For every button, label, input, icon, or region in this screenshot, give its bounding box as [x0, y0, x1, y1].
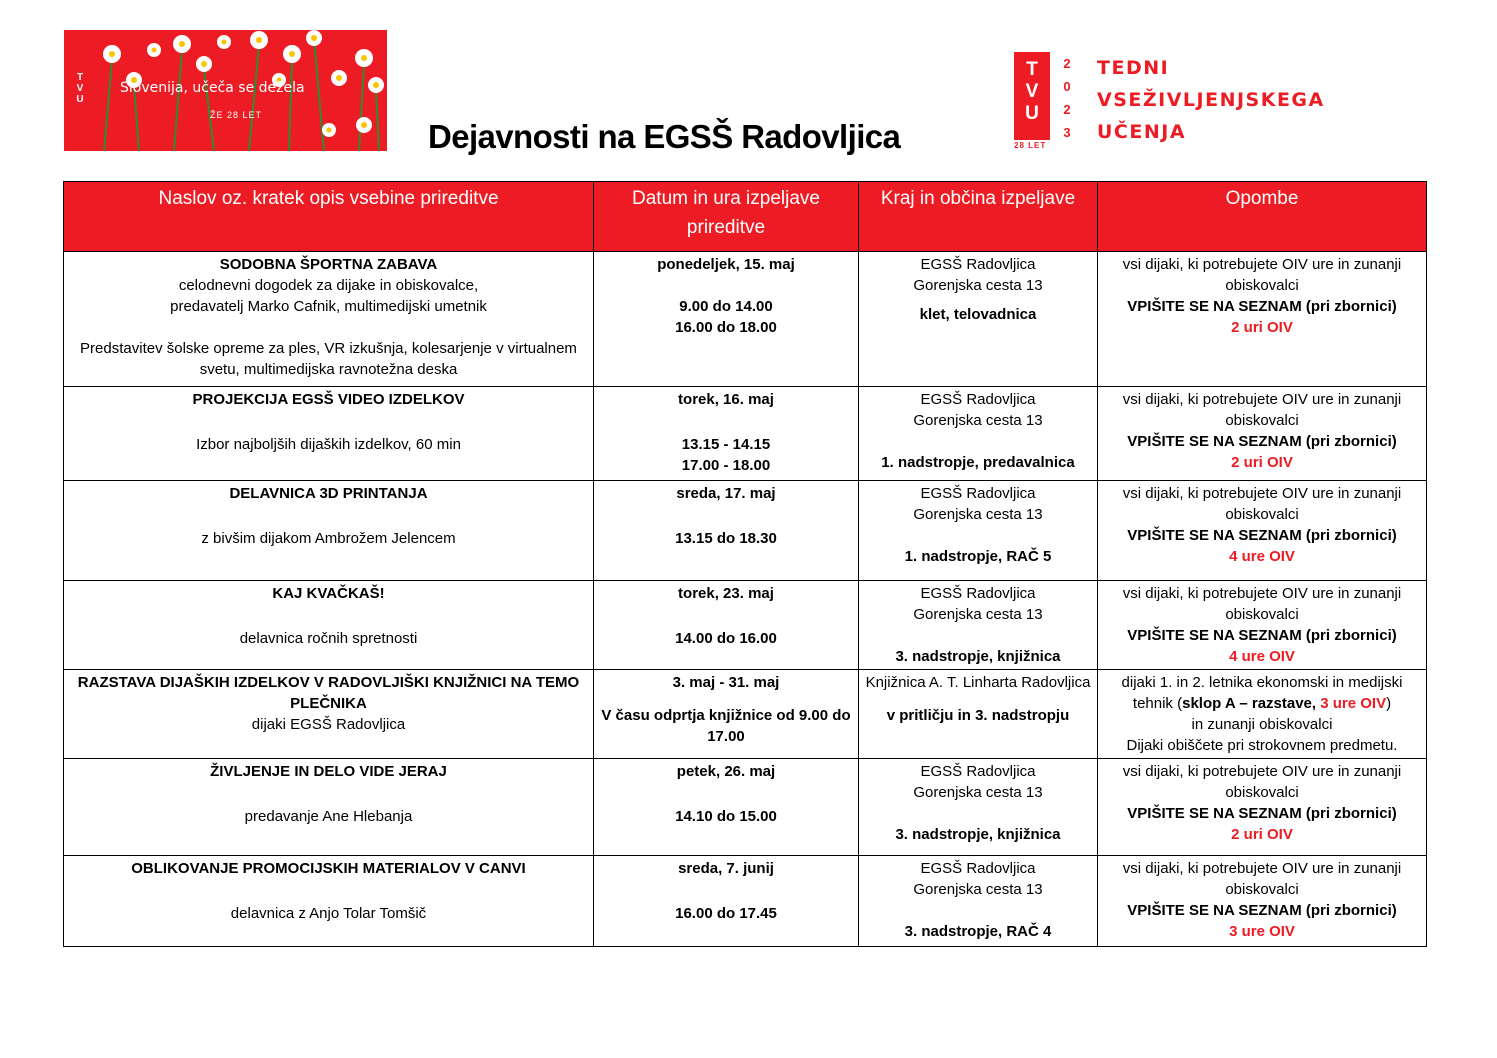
event-notes — [1098, 481, 1427, 581]
place-name: EGSŠ Radovljica — [920, 485, 1036, 502]
note-hours: 2 uri OIV — [1231, 319, 1293, 336]
event-desc: delavnica ročnih spretnosti — [239, 630, 418, 647]
event-time: 14.10 do 15.00 — [675, 808, 777, 825]
event-time: 16.00 do 17.45 — [675, 905, 777, 922]
event-day: petek, 26. maj — [676, 763, 776, 780]
event-notes — [1098, 856, 1427, 947]
table-row — [64, 670, 1427, 759]
note-hours: 4 ure OIV — [1229, 648, 1295, 665]
event-desc: celodnevni dogodek za dijake in obiskovalce, — [178, 277, 479, 294]
event-day: torek, 23. maj — [678, 585, 774, 602]
place-name: EGSŠ Radovljica — [920, 391, 1036, 408]
event-datetime — [594, 759, 859, 856]
place-name: EGSŠ Radovljica — [920, 763, 1036, 780]
event-place — [859, 481, 1098, 581]
place-address: Gorenjska cesta 13 — [913, 606, 1043, 623]
note-audience: vsi dijaki, ki potrebujete OIV ure in zunanji obiskovalci — [1122, 485, 1402, 523]
event-notes — [1098, 252, 1427, 387]
place-address: Gorenjska cesta 13 — [913, 412, 1043, 429]
place-address: Gorenjska cesta 13 — [913, 881, 1043, 898]
note-hours: 2 uri OIV — [1231, 826, 1293, 843]
event-notes — [1098, 670, 1427, 759]
event-time: 9.00 do 14.00 — [679, 298, 773, 315]
banner-tagline: Slovenija, učeča se dežela — [120, 80, 305, 96]
place-name: EGSŠ Radovljica — [920, 256, 1036, 273]
event-notes — [1098, 387, 1427, 481]
table-row — [64, 252, 1427, 387]
note-audience: vsi dijaki, ki potrebujete OIV ure in zunanji obiskovalci — [1122, 763, 1402, 801]
note-signup: VPIŠITE SE NA SEZNAM (pri zbornici) — [1127, 527, 1397, 544]
header-date: Datum in ura izpeljave prireditve — [594, 182, 859, 252]
event-desc: dijaki EGSŠ Radovljica — [251, 716, 406, 733]
event-time: 16.00 do 18.00 — [675, 319, 777, 336]
table-row — [64, 759, 1427, 856]
table-header-row — [64, 182, 1427, 252]
event-day: ponedeljek, 15. maj — [657, 256, 795, 273]
place-room: v pritličju in 3. nadstropju — [886, 707, 1070, 724]
event-description — [64, 759, 594, 856]
events-table — [63, 181, 1427, 947]
event-datetime — [594, 856, 859, 947]
event-datetime — [594, 581, 859, 670]
place-room: 3. nadstropje, knjižnica — [895, 826, 1061, 843]
event-day: sreda, 17. maj — [676, 485, 776, 502]
banner-image — [64, 30, 387, 151]
note-hours: 2 uri OIV — [1231, 454, 1293, 471]
event-title: PROJEKCIJA EGSŠ VIDEO IZDELKOV — [192, 391, 465, 408]
tvu-sub: 28 LET — [1014, 141, 1047, 150]
event-title: RAZSTAVA DIJAŠKIH IZDELKOV V RADOVLJIŠKI KNJIŽNICI NA TEMO PLEČNIKA — [77, 674, 580, 712]
event-time: 17.00 - 18.00 — [681, 457, 771, 474]
event-datetime — [594, 387, 859, 481]
note-audience-extra: in zunanji obiskovalci — [1191, 716, 1333, 733]
place-name: EGSŠ Radovljica — [920, 860, 1036, 877]
event-description — [64, 481, 594, 581]
event-place — [859, 759, 1098, 856]
banner-tvu-letters: T V U — [76, 72, 84, 105]
note-signup: VPIŠITE SE NA SEZNAM (pri zbornici) — [1127, 433, 1397, 450]
event-description — [64, 581, 594, 670]
table-row — [64, 856, 1427, 947]
place-address: Gorenjska cesta 13 — [913, 784, 1043, 801]
event-place — [859, 387, 1098, 481]
note-signup: VPIŠITE SE NA SEZNAM (pri zbornici) — [1127, 298, 1397, 315]
table-row — [64, 481, 1427, 581]
event-desc: z bivšim dijakom Ambrožem Jelencem — [201, 530, 456, 547]
place-address: Gorenjska cesta 13 — [913, 506, 1043, 523]
note-audience: vsi dijaki, ki potrebujete OIV ure in zunanji obiskovalci — [1122, 256, 1402, 294]
note-signup: VPIŠITE SE NA SEZNAM (pri zbornici) — [1127, 805, 1397, 822]
event-datetime — [594, 481, 859, 581]
event-day: torek, 16. maj — [678, 391, 774, 408]
event-time: V času odprtja knjižnice od 9.00 do 17.00 — [601, 707, 851, 745]
table-row — [64, 387, 1427, 481]
note-signup: VPIŠITE SE NA SEZNAM (pri zbornici) — [1127, 902, 1397, 919]
event-place — [859, 252, 1098, 387]
event-day: 3. maj - 31. maj — [672, 674, 780, 691]
header-place: Kraj in občina izpeljave — [859, 182, 1098, 252]
page-title: Dejavnosti na EGSŠ Radovljica — [428, 118, 901, 155]
event-time: 13.15 - 14.15 — [681, 436, 771, 453]
event-datetime — [594, 252, 859, 387]
header-notes: Opombe — [1098, 182, 1427, 252]
tvu-wordmark: TEDNI VSEŽIVLJENJSKEGA UČENJA — [1097, 57, 1325, 143]
note-hours: 3 ure OIV — [1229, 923, 1295, 940]
event-place — [859, 670, 1098, 759]
event-notes — [1098, 759, 1427, 856]
event-title: OBLIKOVANJE PROMOCIJSKIH MATERIALOV V CANVI — [131, 860, 526, 877]
event-description — [64, 387, 594, 481]
place-room: 1. nadstropje, RAČ 5 — [904, 548, 1052, 565]
note-signup: VPIŠITE SE NA SEZNAM (pri zbornici) — [1127, 627, 1397, 644]
tvu-logo — [1014, 52, 1076, 152]
event-title: ŽIVLJENJE IN DELO VIDE JERAJ — [210, 763, 447, 780]
event-title: KAJ KVAČKAŠ! — [272, 585, 385, 602]
header-title: Naslov oz. kratek opis vsebine prireditve — [64, 182, 594, 252]
note-hours: 4 ure OIV — [1229, 548, 1295, 565]
event-place — [859, 856, 1098, 947]
event-title: DELAVNICA 3D PRINTANJA — [229, 485, 428, 502]
place-address: Gorenjska cesta 13 — [913, 277, 1043, 294]
event-notes — [1098, 581, 1427, 670]
event-description — [64, 856, 594, 947]
event-desc: predavatelj Marko Cafnik, multimedijski umetnik — [170, 298, 487, 315]
note-audience: vsi dijaki, ki potrebujete OIV ure in zunanji obiskovalci — [1122, 585, 1402, 623]
note-audience: vsi dijaki, ki potrebujete OIV ure in zunanji obiskovalci — [1122, 391, 1402, 429]
place-name: EGSŠ Radovljica — [920, 585, 1036, 602]
place-room: 1. nadstropje, predavalnica — [881, 454, 1075, 471]
note-audience: dijaki 1. in 2. letnika ekonomski in medijski tehnik (sklop A – razstave, 3 ure OIV) — [1121, 674, 1403, 712]
event-time: 14.00 do 16.00 — [675, 630, 777, 647]
note-hours: 3 ure OIV — [1320, 695, 1387, 712]
event-desc: Izbor najboljših dijaških izdelkov, 60 min — [196, 436, 461, 453]
event-title: SODOBNA ŠPORTNA ZABAVA — [219, 256, 438, 273]
event-desc: Predstavitev šolske opreme za ples, VR izkušnja, kolesarjenje v virtualnem svetu, multimedijska ravnotežna deska — [80, 340, 577, 378]
event-desc: predavanje Ane Hlebanja — [244, 808, 413, 825]
place-room: 3. nadstropje, RAČ 4 — [904, 923, 1052, 940]
note-instruction: Dijaki obiščete pri strokovnem predmetu. — [1126, 737, 1398, 754]
place-room: klet, telovadnica — [919, 306, 1037, 323]
event-day: sreda, 7. junij — [678, 860, 774, 877]
place-name: Knjižnica A. T. Linharta Radovljica — [865, 674, 1091, 691]
event-description — [64, 670, 594, 759]
note-audience: vsi dijaki, ki potrebujete OIV ure in zunanji obiskovalci — [1122, 860, 1402, 898]
event-place — [859, 581, 1098, 670]
event-time: 13.15 do 18.30 — [675, 530, 777, 547]
place-room: 3. nadstropje, knjižnica — [895, 648, 1061, 665]
banner-subline: ŽE 28 LET — [210, 110, 263, 120]
event-description — [64, 252, 594, 387]
event-datetime — [594, 670, 859, 759]
table-row — [64, 581, 1427, 670]
event-desc: delavnica z Anjo Tolar Tomšič — [230, 905, 427, 922]
tvu-letter-box: T V U — [1014, 52, 1050, 140]
tvu-year: 2 0 2 3 — [1063, 56, 1071, 140]
